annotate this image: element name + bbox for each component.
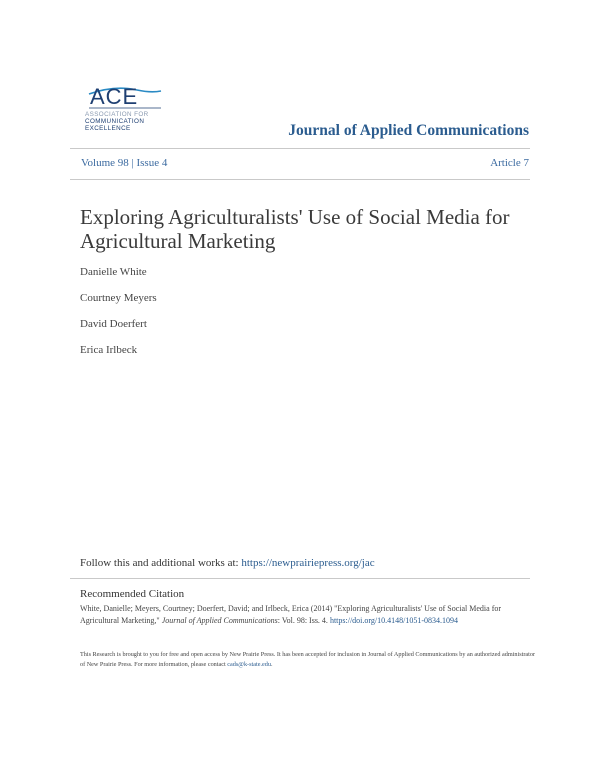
citation-journal: Journal of Applied Communications	[161, 616, 278, 625]
author-name: Courtney Meyers	[80, 292, 157, 304]
journal-title[interactable]: Journal of Applied Communications	[288, 122, 529, 139]
author-name: David Doerfert	[80, 318, 147, 330]
follow-line	[80, 557, 375, 569]
author-name: Danielle White	[80, 266, 147, 278]
article-title: Exploring Agriculturalists' Use of Social Media for Agricultural Marketing	[80, 205, 510, 253]
notice-text: This Research is brought to you for free and open access by New Prairie Press. It has been accepted for inclusion in Journal of Applied Communications by an authorized administrator of New Prairie Press. For more information, please contact	[80, 651, 536, 668]
header-divider	[70, 148, 530, 149]
follow-link[interactable]: https://newprairiepress.org/jac	[241, 557, 375, 569]
article-number-link[interactable]: Article 7	[490, 157, 529, 169]
recommended-citation-heading: Recommended Citation	[80, 588, 185, 600]
follow-text: Follow this and additional works at:	[80, 557, 239, 569]
ace-logo	[85, 84, 167, 136]
citation-text	[80, 603, 530, 627]
logo-wordmark: ACE	[90, 84, 139, 109]
issue-divider	[70, 179, 530, 180]
logo-tagline	[85, 111, 165, 133]
logo-line: COMMUNICATION	[85, 118, 145, 126]
access-notice	[80, 650, 540, 670]
citation-prefix: White, Danielle; Meyers, Courtney; Doerfert, David; and Irlbeck, Erica (2014) "Exploring Agriculturalists' Use of Social Media for Agricultural Marketing,"	[80, 604, 502, 625]
logo-line: EXCELLENCE	[85, 125, 131, 133]
citation-divider	[70, 578, 530, 579]
notice-end: .	[270, 661, 273, 668]
doi-link[interactable]: https://doi.org/10.4148/1051-0834.1094	[329, 616, 459, 625]
contact-email-link[interactable]: cads@k-state.edu	[227, 661, 271, 668]
author-name: Erica Irlbeck	[80, 344, 138, 356]
logo-line: ASSOCIATION FOR	[85, 111, 149, 118]
volume-issue-link[interactable]: Volume 98 | Issue 4	[81, 157, 168, 169]
citation-suffix: : Vol. 98: Iss. 4.	[277, 616, 328, 625]
ace-logo-mark	[85, 84, 167, 110]
